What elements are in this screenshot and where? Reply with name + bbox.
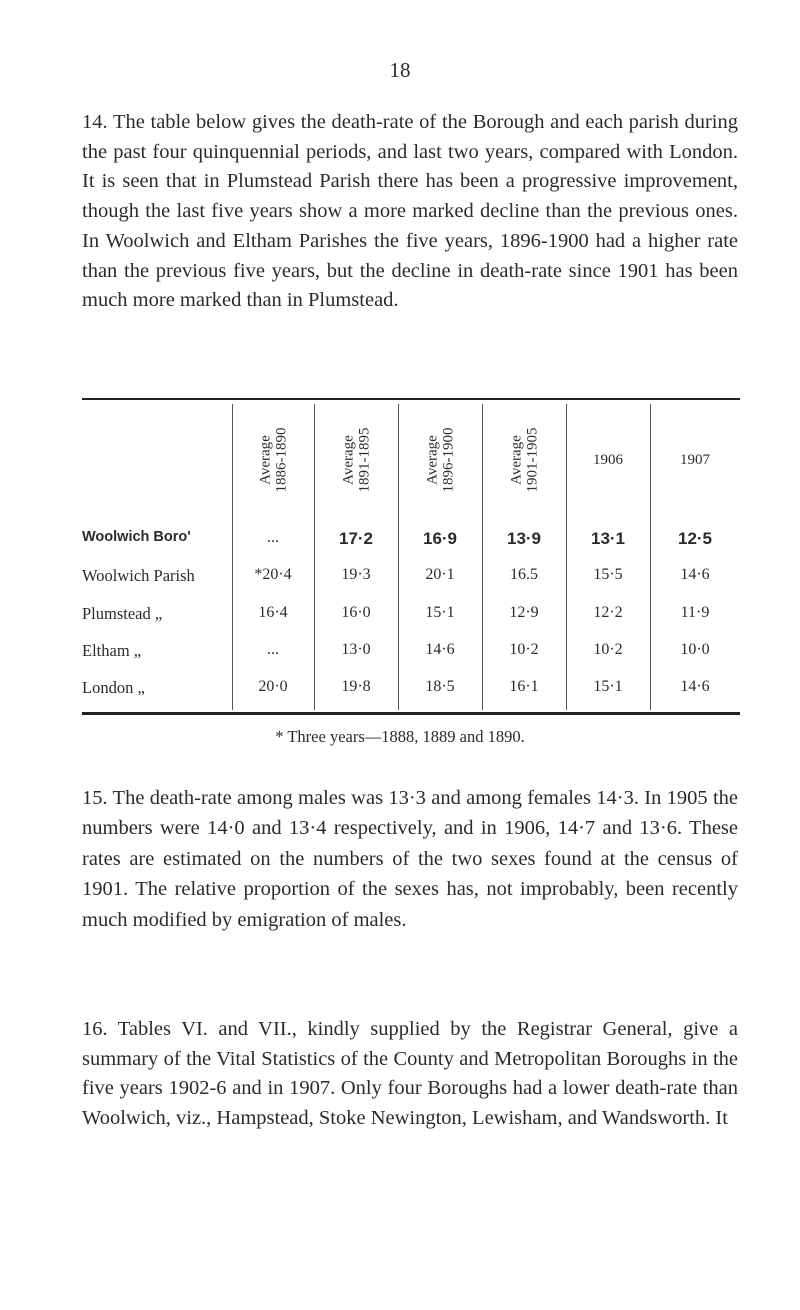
table-row-eltham [82,641,740,671]
header-average-1901-1905: Average 1901-1905 [508,427,540,493]
header-average-1896-1900: Average 1896-1900 [424,427,456,493]
table-cell: 15·5 [593,566,623,583]
row-label: Eltham „ [82,641,142,660]
table-cell: 13·9 [506,529,542,548]
table-row-london [82,678,740,708]
table-cell: 17·2 [338,529,374,548]
row-label: Woolwich Parish [82,566,195,585]
table-cell: 12·5 [677,529,713,548]
table-top-rule [82,398,740,400]
table-cell: 20·0 [258,678,288,695]
paragraph-15: 15. The death-rate among males was 13·3 and among females 14·3. In 1905 the numbers were 14·0 and 13·4 respectively, and in 1906, 14·7 and 13·6. These rates are estimated on the numbers of the two sexes found at the census of 1901. The relative proportion of the sexes has, not improbably, been recently much modified by emigration of males. [82,787,738,931]
paragraph-16: 16. Tables VI. and VII., kindly supplied by the Registrar General, give a summary of the Vital Statistics of the County and Metropolitan Boroughs in the five years 1902-6 and in 1907. Only four Boroughs had a lower death-rate than Woolwich, viz., Hampstead, Stoke Newington, Lewisham, and Wandsworth. It [82,1018,738,1129]
table-cell: 15·1 [425,604,455,621]
page-number: 18 [389,58,411,82]
table-cell: 13·0 [341,641,371,658]
table-cell: ... [267,529,279,546]
row-label: Woolwich Boro' [82,529,191,545]
table-cell: 19·3 [341,566,371,583]
header-1907: 1907 [680,451,710,468]
table-footnote: * Three years—1888, 1889 and 1890. [275,727,525,746]
header-average-1891-1895: Average 1891-1895 [340,427,372,493]
table-cell: 14·6 [425,641,455,658]
table-row-woolwich-boro [82,529,740,559]
table-cell: 10·0 [680,641,710,658]
table-cell: 20·1 [425,566,455,583]
table-bottom-rule [82,712,740,715]
table-cell: 18·5 [425,678,455,695]
table-cell: 14·6 [680,566,710,583]
table-cell: 19·8 [341,678,371,695]
table-cell: 12·2 [593,604,623,621]
table-cell: 10·2 [509,641,539,658]
paragraph-14: 14. The table below gives the death-rate of the Borough and each parish during the past four quinquennial periods, and last two years, compared with London. It is seen that in Plumstead Parish there has been a progressive improvement, though the last five years show a more marked decline than the previous ones. In Woolwich and Eltham Parishes the five years, 1896-1900 had a higher rate than the previous five years, but the decline in death-rate since 1901 has been much more marked than in Plumstead. [82,111,738,312]
table-cell: 15·1 [593,678,623,695]
table-cell: 16.5 [510,566,538,583]
table-row-plumstead [82,604,740,634]
table-cell: 16·0 [341,604,371,621]
table-cell: 11·9 [680,604,710,621]
table-cell: *20·4 [254,566,292,583]
table-cell: ... [267,641,279,658]
table-cell: 16·4 [258,604,288,621]
header-1906: 1906 [593,451,623,468]
table-cell: 16·1 [509,678,539,695]
table-cell: 13·1 [590,529,626,548]
table-row-woolwich-parish [82,566,740,596]
header-average-1886-1890: Average 1886-1890 [257,427,289,493]
table-cell: 14·6 [680,678,710,695]
row-label: Plumstead „ [82,604,163,623]
table-cell: 12·9 [509,604,539,621]
death-rate-table [82,398,740,718]
row-label: London „ [82,678,145,697]
table-cell: 10·2 [593,641,623,658]
table-cell: 16·9 [422,529,458,548]
